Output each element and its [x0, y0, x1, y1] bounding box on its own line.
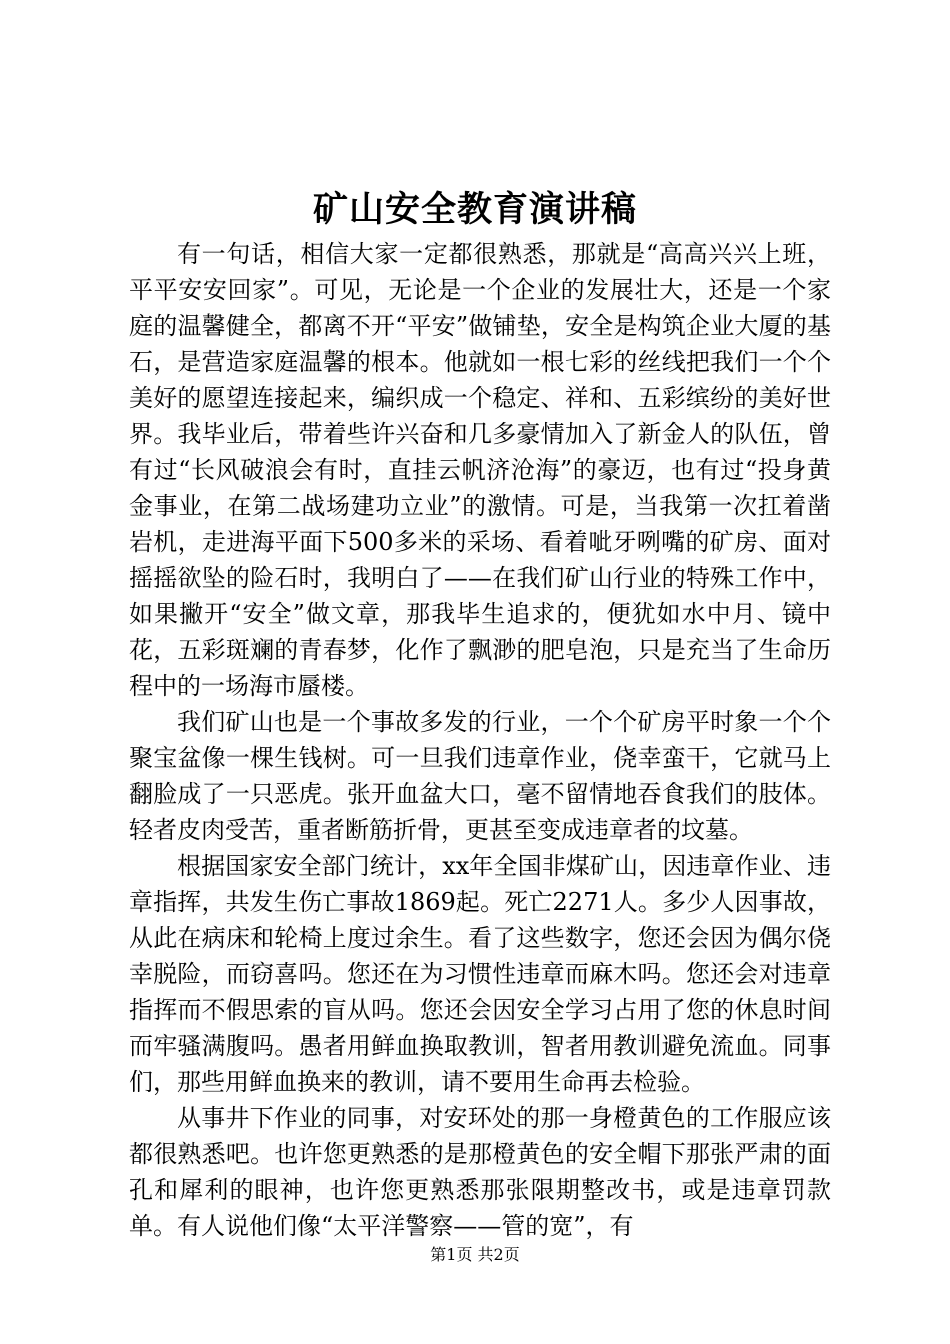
- document-title: 矿山安全教育演讲稿: [312, 189, 637, 230]
- paragraph-1: 有一句话，相信大家一定都很熟悉，那就是“高高兴兴上班，平平安安回家”。可见，无论是一个企业的发展壮大，还是一个家庭的温馨健全，都离不开“平安”做铺垫，安全是构筑企业大厦的基石，是营造家庭温馨的根本。他就如一根七彩的丝线把我们一个个美好的愿望连接起来，编织成一个稳定、祥和、五彩缤纷的美好世界。我毕业后，带着些许兴奋和几多豪情加入了新金人的队伍，曾有过“长风破浪会有时，直挂云帆济沧海”的豪迈，也有过“投身黄金事业，在第二战场建功立业”的激情。可是，当我第一次扛着凿岩机，走进海平面下500多米的采场、看着呲牙咧嘴的矿房、面对摇摇欲坠的险石时，我明白了——在我们矿山行业的特殊工作中，如果撇开“安全”做文章，那我毕生追求的，便犹如水中月、镜中花，五彩斑斓的青春梦，化作了飘渺的肥皂泡，只是充当了生命历程中的一场海市蜃楼。: [129, 240, 831, 700]
- paragraph-4: 从事井下作业的同事，对安环处的那一身橙黄色的工作服应该都很熟悉吧。也许您更熟悉的是那橙黄色的安全帽下那张严肃的面孔和犀利的眼神，也许您更熟悉那张限期整改书，或是违章罚款单。有人说他们像“太平洋警察——管的宽”，有: [129, 1104, 831, 1240]
- paragraph-2: 我们矿山也是一个事故多发的行业，一个个矿房平时象一个个聚宝盆像一棵生钱树。可一旦我们违章作业，侥幸蛮干，它就马上翻脸成了一只恶虎。张开血盆大口，毫不留情地吞食我们的肢体。轻者皮肉受苦，重者断筋折骨，更甚至变成违章者的坟墓。: [129, 708, 831, 844]
- document-body: [129, 236, 831, 1244]
- page-number-footer: 第1页 共2页: [430, 1245, 520, 1264]
- paragraph-3: 根据国家安全部门统计，xx年全国非煤矿山，因违章作业、违章指挥，共发生伤亡事故1869起。死亡2271人。多少人因事故，从此在病床和轮椅上度过余生。看了这些数字，您还会因为偶尔侥幸脱险，而窃喜吗。您还在为习惯性违章而麻木吗。您还会对违章指挥而不假思索的盲从吗。您还会因安全学习占用了您的休息时间而牢骚满腹吗。愚者用鲜血换取教训，智者用教训避免流血。同事们，那些用鲜血换来的教训，请不要用生命再去检验。: [129, 852, 831, 1096]
